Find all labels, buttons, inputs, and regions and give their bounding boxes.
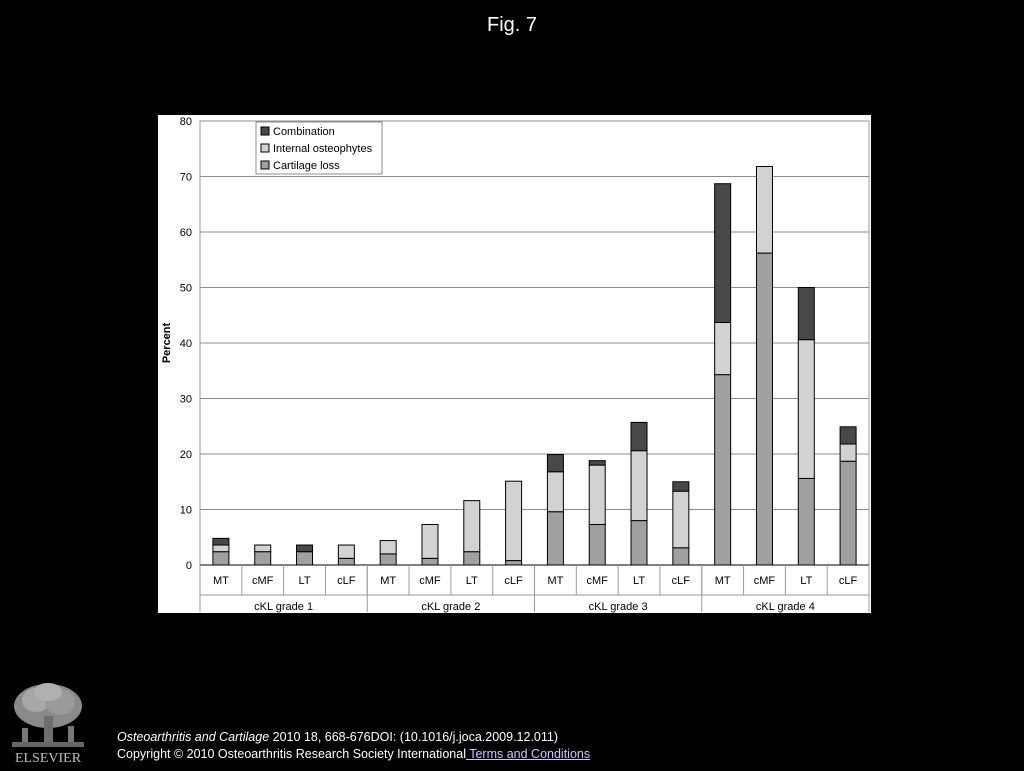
x-tick-label: cLF <box>671 575 691 587</box>
bar-segment <box>297 545 313 552</box>
y-tick-label: 30 <box>179 393 192 406</box>
bar-segment <box>798 288 814 340</box>
x-tick-label: LT <box>800 575 813 587</box>
group-label: cKL grade 4 <box>755 601 815 613</box>
bar-segment <box>464 552 480 565</box>
stacked-bar-chart <box>158 115 871 613</box>
y-tick-label: 70 <box>179 171 192 184</box>
journal-name: Osteoarthritis and Cartilage <box>117 730 270 744</box>
bar-segment <box>673 491 689 548</box>
x-tick-label: cLF <box>337 575 356 587</box>
bar-segment <box>338 558 354 565</box>
citation-details: 2010 18, 668-676DOI: (10.1016/j.joca.2009.12.011) <box>269 730 559 744</box>
citation <box>117 729 558 746</box>
y-tick-label: 0 <box>185 560 192 572</box>
bar-segment <box>297 552 313 565</box>
y-tick-label: 50 <box>179 282 192 295</box>
bar-segment <box>547 455 563 472</box>
bar-segment <box>213 538 229 545</box>
x-tick-label: cMF <box>586 575 608 587</box>
elsevier-logo <box>8 680 88 766</box>
x-tick-label: cMF <box>252 575 274 587</box>
x-tick-label: LT <box>298 575 311 587</box>
y-tick-label: 80 <box>179 116 192 128</box>
bar-segment <box>422 558 438 565</box>
x-tick-label: MT <box>380 575 397 587</box>
bar-segment <box>380 541 396 554</box>
bar-segment <box>506 561 522 565</box>
legend-label: Cartilage loss <box>273 160 340 172</box>
group-label: cKL grade 1 <box>254 601 314 613</box>
bar-segment <box>715 184 731 323</box>
bar-segment <box>840 427 856 444</box>
y-tick-label: 40 <box>179 338 192 350</box>
bar-segment <box>673 482 689 491</box>
bar-segment <box>798 340 814 479</box>
copyright-text: Copyright © 2010 Osteoarthritis Research Society International <box>117 747 466 761</box>
bar-segment <box>589 461 605 465</box>
x-tick-label: cMF <box>753 575 776 587</box>
bar-segment <box>631 451 647 521</box>
bar-segment <box>213 545 229 552</box>
bar-segment <box>840 444 856 461</box>
legend-swatch <box>261 144 269 152</box>
bar-segment <box>631 422 647 450</box>
x-tick-label: cMF <box>419 575 441 587</box>
bar-segment <box>547 472 563 512</box>
legend-swatch <box>261 161 269 169</box>
x-tick-label: LT <box>633 575 646 587</box>
bar-segment <box>631 521 647 565</box>
x-tick-label: MT <box>547 575 564 587</box>
bar-segment <box>715 322 731 374</box>
bar-segment <box>422 524 438 558</box>
y-tick-label: 20 <box>179 449 192 461</box>
x-tick-label: MT <box>714 575 731 587</box>
group-label: cKL grade 3 <box>588 601 648 613</box>
legend-label: Internal osteophytes <box>273 143 373 155</box>
bar-segment <box>338 545 354 558</box>
copyright-line <box>117 747 590 761</box>
x-tick-label: cLF <box>838 575 858 587</box>
bar-segment <box>255 545 271 552</box>
bar-segment <box>673 548 689 565</box>
slide-title: Fig. 7 <box>486 14 538 36</box>
bar-segment <box>506 481 522 560</box>
legend-label: Combination <box>273 126 335 138</box>
svg-text:ELSEVIER: ELSEVIER <box>14 751 82 766</box>
bar-segment <box>840 461 856 565</box>
bar-segment <box>589 465 605 524</box>
y-tick-label: 10 <box>179 504 192 517</box>
x-tick-label: LT <box>465 575 478 587</box>
bar-segment <box>756 253 772 565</box>
x-tick-label: MT <box>212 575 229 587</box>
bar-segment <box>213 552 229 565</box>
bar-segment <box>464 501 480 552</box>
y-axis-label: Percent <box>161 322 173 364</box>
bar-segment <box>798 478 814 565</box>
bar-segment <box>547 512 563 565</box>
terms-and-conditions-link[interactable]: Terms and Conditions <box>465 747 591 761</box>
group-label: cKL grade 2 <box>421 601 481 613</box>
bar-segment <box>756 167 772 254</box>
bar-segment <box>715 375 731 565</box>
chart-panel <box>158 115 871 613</box>
legend-swatch <box>261 127 269 135</box>
y-tick-label: 60 <box>179 227 192 239</box>
bar-segment <box>255 552 271 565</box>
bar-segment <box>380 554 396 565</box>
x-tick-label: cLF <box>504 575 523 587</box>
bar-segment <box>589 524 605 565</box>
